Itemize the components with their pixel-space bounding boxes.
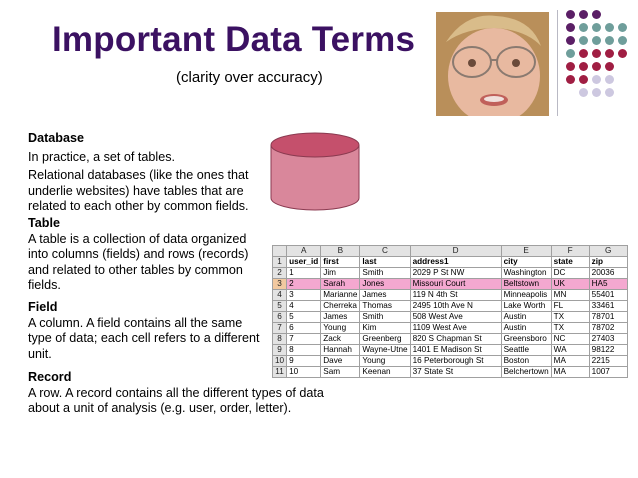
table-cell: 1401 E Madison St <box>410 345 501 356</box>
table-cell: 37 State St <box>410 367 501 378</box>
column-header-row <box>273 246 628 257</box>
table-cell: Boston <box>501 356 551 367</box>
table-cell: HA5 <box>589 279 627 290</box>
section-heading: Table <box>28 216 60 230</box>
row-number: 7 <box>273 323 287 334</box>
section-field <box>28 300 260 362</box>
table-cell: WA <box>551 345 589 356</box>
table-cell: address1 <box>410 257 501 268</box>
column-letter: A <box>287 246 321 257</box>
table-cell: 3 <box>287 290 321 301</box>
column-letter: C <box>360 246 410 257</box>
table-cell: MN <box>551 290 589 301</box>
table-cell: TX <box>551 312 589 323</box>
table-row <box>273 312 628 323</box>
table-row <box>273 367 628 378</box>
table-cell: MA <box>551 356 589 367</box>
row-number: 3 <box>273 279 287 290</box>
column-letter: G <box>589 246 627 257</box>
table-cell: city <box>501 257 551 268</box>
table-cell: state <box>551 257 589 268</box>
row-number: 2 <box>273 268 287 279</box>
table-cell: Greenberg <box>360 334 410 345</box>
spreadsheet-table <box>272 245 628 378</box>
table-cell: Minneapolis <box>501 290 551 301</box>
table-row-highlighted <box>273 279 628 290</box>
table-cell: Marianne <box>321 290 360 301</box>
table-cell: NC <box>551 334 589 345</box>
table-cell: 78701 <box>589 312 627 323</box>
child-photo <box>436 12 549 116</box>
table-cell: 1109 West Ave <box>410 323 501 334</box>
section-line: A column. A field contains all the same <box>28 315 243 330</box>
row-number: 5 <box>273 301 287 312</box>
table-cell: Cherreka <box>321 301 360 312</box>
table-cell: 9 <box>287 356 321 367</box>
table-cell: Washington <box>501 268 551 279</box>
table-cell: zip <box>589 257 627 268</box>
section-heading: Database <box>28 131 85 145</box>
table-cell: 1007 <box>589 367 627 378</box>
table-cell: 2029 P St NW <box>410 268 501 279</box>
column-letter: D <box>410 246 501 257</box>
table-cell: 55401 <box>589 290 627 301</box>
table-row <box>273 323 628 334</box>
database-cylinder-icon <box>269 132 361 217</box>
table-cell: Greensboro <box>501 334 551 345</box>
section-line: related to each other by common fields. <box>28 199 249 213</box>
section-line: about a unit of analysis (e.g. user, order, letter). <box>28 401 292 415</box>
table-cell: 7 <box>287 334 321 345</box>
table-cell: Hannah <box>321 345 360 356</box>
table-cell: Austin <box>501 323 551 334</box>
table-cell: Dave <box>321 356 360 367</box>
divider-line <box>557 10 558 116</box>
table-cell: Keenan <box>360 367 410 378</box>
table-cell: last <box>360 257 410 268</box>
table-cell: 2215 <box>589 356 627 367</box>
table-cell: 119 N 4th St <box>410 290 501 301</box>
slide-subtitle: (clarity over accuracy) <box>176 69 323 86</box>
row-number: 10 <box>273 356 287 367</box>
table-cell: 2495 10th Ave N <box>410 301 501 312</box>
table-cell: Young <box>321 323 360 334</box>
table-cell: 78702 <box>589 323 627 334</box>
table-row <box>273 301 628 312</box>
section-line: type of data; each cell refers to a different <box>28 331 260 345</box>
table-cell: James <box>321 312 360 323</box>
table-cell: Kim <box>360 323 410 334</box>
section-heading: Record <box>28 370 72 384</box>
section-line: A row. A record contains all the different types of data <box>28 385 324 400</box>
table-cell: 508 West Ave <box>410 312 501 323</box>
section-line: Relational databases (like the ones that <box>28 168 249 182</box>
table-cell: Missouri Court <box>410 279 501 290</box>
table-cell: UK <box>551 279 589 290</box>
table-cell: 10 <box>287 367 321 378</box>
table-cell: Young <box>360 356 410 367</box>
table-cell: James <box>360 290 410 301</box>
table-cell: Sam <box>321 367 360 378</box>
section-table <box>28 216 248 294</box>
row-number: 11 <box>273 367 287 378</box>
row-number: 8 <box>273 334 287 345</box>
table-cell: Belchertown <box>501 367 551 378</box>
section-line: unit. <box>28 346 52 361</box>
table-cell: 1 <box>287 268 321 279</box>
row-number: 4 <box>273 290 287 301</box>
row-number: 9 <box>273 345 287 356</box>
table-cell: first <box>321 257 360 268</box>
table-cell: 98122 <box>589 345 627 356</box>
section-line: In practice, a set of tables. <box>28 149 176 164</box>
table-cell: 20036 <box>589 268 627 279</box>
table-cell: Smith <box>360 268 410 279</box>
slide-title: Important Data Terms <box>52 20 416 59</box>
table-cell: 33461 <box>589 301 627 312</box>
table-cell: 6 <box>287 323 321 334</box>
corner-cell <box>273 246 287 257</box>
section-database <box>28 131 249 215</box>
table-row <box>273 268 628 279</box>
table-cell: FL <box>551 301 589 312</box>
section-heading: Field <box>28 300 58 314</box>
table-row <box>273 334 628 345</box>
table-cell: 27403 <box>589 334 627 345</box>
table-row <box>273 345 628 356</box>
table-cell: Smith <box>360 312 410 323</box>
table-cell: 820 S Chapman St <box>410 334 501 345</box>
table-row <box>273 257 628 268</box>
table-cell: 16 Peterborough St <box>410 356 501 367</box>
row-number: 1 <box>273 257 287 268</box>
table-cell: Zack <box>321 334 360 345</box>
table-cell: user_id <box>287 257 321 268</box>
table-cell: TX <box>551 323 589 334</box>
row-number: 6 <box>273 312 287 323</box>
table-cell: 5 <box>287 312 321 323</box>
section-line: into columns (fields) and rows (records) <box>28 247 249 261</box>
table-cell: Jones <box>360 279 410 290</box>
table-cell: Austin <box>501 312 551 323</box>
table-cell: MA <box>551 367 589 378</box>
column-letter: F <box>551 246 589 257</box>
table-cell: Seattle <box>501 345 551 356</box>
section-line: underlie websites) have tables that are <box>28 183 244 198</box>
table-cell: DC <box>551 268 589 279</box>
section-line: fields. <box>28 278 61 292</box>
column-letter: E <box>501 246 551 257</box>
section-line: and related to other tables by common <box>28 262 243 277</box>
table-cell: 8 <box>287 345 321 356</box>
column-letter: B <box>321 246 360 257</box>
table-cell: Thomas <box>360 301 410 312</box>
table-cell: 2 <box>287 279 321 290</box>
table-cell: Sarah <box>321 279 360 290</box>
table-cell: Wayne-Utne <box>360 345 410 356</box>
section-line: A table is a collection of data organized <box>28 231 247 246</box>
table-row <box>273 290 628 301</box>
table-cell: Beltstown <box>501 279 551 290</box>
table-row <box>273 356 628 367</box>
table-cell: Lake Worth <box>501 301 551 312</box>
table-cell: Jim <box>321 268 360 279</box>
table-cell: 4 <box>287 301 321 312</box>
